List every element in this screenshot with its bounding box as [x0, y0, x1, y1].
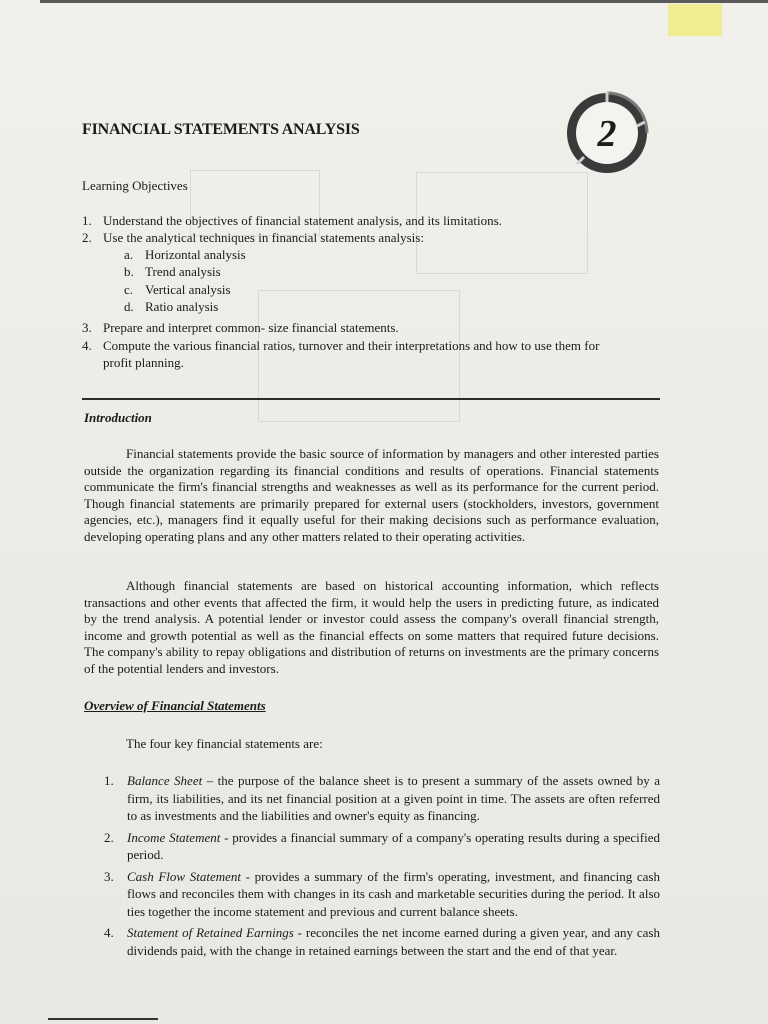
- list-item: 2. Income Statement - provides a financial summary of a company's operating results during a specified period.: [104, 829, 660, 862]
- page-bottom-edge: [48, 1018, 158, 1020]
- list-item: 1. Balance Sheet – the purpose of the balance sheet is to present a summary of the assets owned by a firm, its liabilities, and its net financial position at a given point in time. The assets are often referred to as investments and the liabilities and owner's equity as financing.: [104, 773, 660, 823]
- bleed-through-box: [258, 290, 460, 422]
- objective-sub-item: d. Ratio analysis: [124, 299, 219, 314]
- objective-sub-item: b. Trend analysis: [124, 264, 221, 279]
- highlight-mark: [668, 4, 722, 36]
- chapter-number: 2: [597, 113, 617, 155]
- objective-item-continuation: profit planning.: [103, 355, 184, 370]
- introduction-paragraph: Financial statements provide the basic source of information by managers and other interested parties outside the organization regarding its financial conditions and results of operations. Financial statements communicate the firm's financial strengths and weaknesses as well as its performance for the current period. Though financial statements are primarily prepared for external users (stockholders, investors, government agencies, etc.), managers find it equally useful for their making decisions such as performance evaluation, developing operating plans and any other matters related to their operating activities.: [84, 446, 659, 544]
- chapter-badge: [557, 88, 657, 178]
- introduction-heading: Introduction: [84, 410, 152, 425]
- section-divider: [82, 398, 660, 400]
- list-item: 4. Statement of Retained Earnings - reconciles the net income earned during a given year, and any cash dividends paid, with the change in retained earnings between the start and the end of that year.: [104, 925, 660, 958]
- statements-list: [104, 772, 660, 963]
- objective-item: 2. Use the analytical techniques in financial statements analysis:: [82, 230, 424, 245]
- list-item: 3. Cash Flow Statement - provides a summary of the firm's operating, investment, and financing cash flows and reconciles them with changes in its cash and marketable securities during the period. It also ties together the income statement and previous and current balance sheets.: [104, 868, 660, 919]
- chapter-title: FINANCIAL STATEMENTS ANALYSIS: [82, 121, 360, 138]
- page-top-edge: [40, 0, 768, 3]
- objective-sub-item: c. Vertical analysis: [124, 282, 231, 297]
- objective-item: 4. Compute the various financial ratios, turnover and their interpretations and how to use them for: [82, 338, 600, 353]
- introduction-paragraph: Although financial statements are based on historical accounting information, which reflects transactions and other events that affected the firm, it would help the users in predicting future, as indicated by the trend analysis. A potential lender or investor could assess the company's overall financial strength, income and growth potential as well as the financial effects on some matters that required future decisions. The company's ability to repay obligations and distribution of returns on investments are the primary concerns of the potential lenders and investors.: [84, 578, 659, 676]
- objective-item: 1. Understand the objectives of financial statement analysis, and its limitations.: [82, 213, 502, 228]
- overview-heading: Overview of Financial Statements: [84, 698, 266, 713]
- objective-sub-item: a. Horizontal analysis: [124, 247, 246, 262]
- chapter-number-circle-icon: [557, 88, 657, 178]
- objective-item: 3. Prepare and interpret common- size financial statements.: [82, 320, 399, 335]
- overview-intro: The four key financial statements are:: [126, 736, 323, 751]
- learning-objectives-heading: Learning Objectives: [82, 178, 188, 193]
